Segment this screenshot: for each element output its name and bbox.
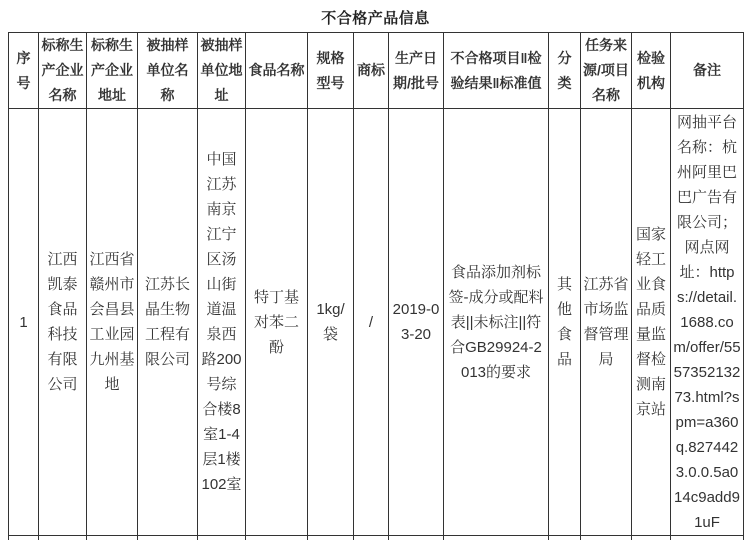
- empty-cell: [138, 536, 198, 540]
- empty-cell: [671, 536, 744, 540]
- empty-cell: [444, 536, 549, 540]
- col-header-task-source: 任务来源/项目名称: [581, 33, 632, 109]
- cell-spec-model: 1kg/袋: [308, 109, 354, 536]
- empty-cell: [246, 536, 308, 540]
- empty-cell: [581, 536, 632, 540]
- col-header-remarks: 备注: [671, 33, 744, 109]
- col-header-inspection-agency: 检验机构: [632, 33, 671, 109]
- empty-cell: [549, 536, 581, 540]
- table-row: [9, 109, 744, 536]
- empty-cell: [354, 536, 389, 540]
- col-header-sampled-unit-name: 被抽样单位名称: [138, 33, 198, 109]
- empty-cell: [9, 536, 39, 540]
- col-header-food-name: 食品名称: [246, 33, 308, 109]
- col-header-failed-item-result-standard: 不合格项目‖检验结果‖标准值: [444, 33, 549, 109]
- cell-task-source: 江苏省市场监督管理局: [581, 109, 632, 536]
- empty-cell: [632, 536, 671, 540]
- next-row-clipped: [9, 536, 744, 540]
- table-header-row: [9, 33, 744, 109]
- empty-cell: [87, 536, 138, 540]
- col-header-production-date: 生产日期/批号: [389, 33, 444, 109]
- cell-production-date: 2019-03-20: [389, 109, 444, 536]
- cell-producer-address: 江西省赣州市会昌县工业园九州基地: [87, 109, 138, 536]
- cell-sampled-unit-name: 江苏长晶生物工程有限公司: [138, 109, 198, 536]
- empty-cell: [308, 536, 354, 540]
- cell-producer-name: 江西凯泰食品科技有限公司: [39, 109, 87, 536]
- noncompliant-products-table: [8, 32, 744, 540]
- col-header-producer-address: 标称生产企业地址: [87, 33, 138, 109]
- col-header-producer-name: 标称生产企业名称: [39, 33, 87, 109]
- cell-category: 其他食品: [549, 109, 581, 536]
- empty-cell: [39, 536, 87, 540]
- cell-trademark: /: [354, 109, 389, 536]
- col-header-trademark: 商标: [354, 33, 389, 109]
- cell-sampled-unit-address: 中国江苏南京江宁区汤山街道温泉西路200号综合楼8室1-4层1楼102室: [198, 109, 246, 536]
- cell-index: 1: [9, 109, 39, 536]
- cell-food-name: 特丁基对苯二酚: [246, 109, 308, 536]
- col-header-index: 序号: [9, 33, 39, 109]
- col-header-sampled-unit-address: 被抽样单位地址: [198, 33, 246, 109]
- col-header-category: 分类: [549, 33, 581, 109]
- col-header-spec-model: 规格型号: [308, 33, 354, 109]
- empty-cell: [389, 536, 444, 540]
- page-title: 不合格产品信息: [321, 10, 430, 27]
- empty-cell: [198, 536, 246, 540]
- cell-inspection-agency: 国家轻工业食品质量监督检测南京站: [632, 109, 671, 536]
- cell-failed-item-result-standard: 食品添加剂标签-成分或配料表||未标注||符合GB29924-2013的要求: [444, 109, 549, 536]
- cell-remarks: 网抽平台名称：杭州阿里巴巴广告有限公司；网点网址：https://detail.1688.com/offer/555735213273.html?spm=a360q.8274423.0.0.5a014c9add91uF: [671, 109, 744, 536]
